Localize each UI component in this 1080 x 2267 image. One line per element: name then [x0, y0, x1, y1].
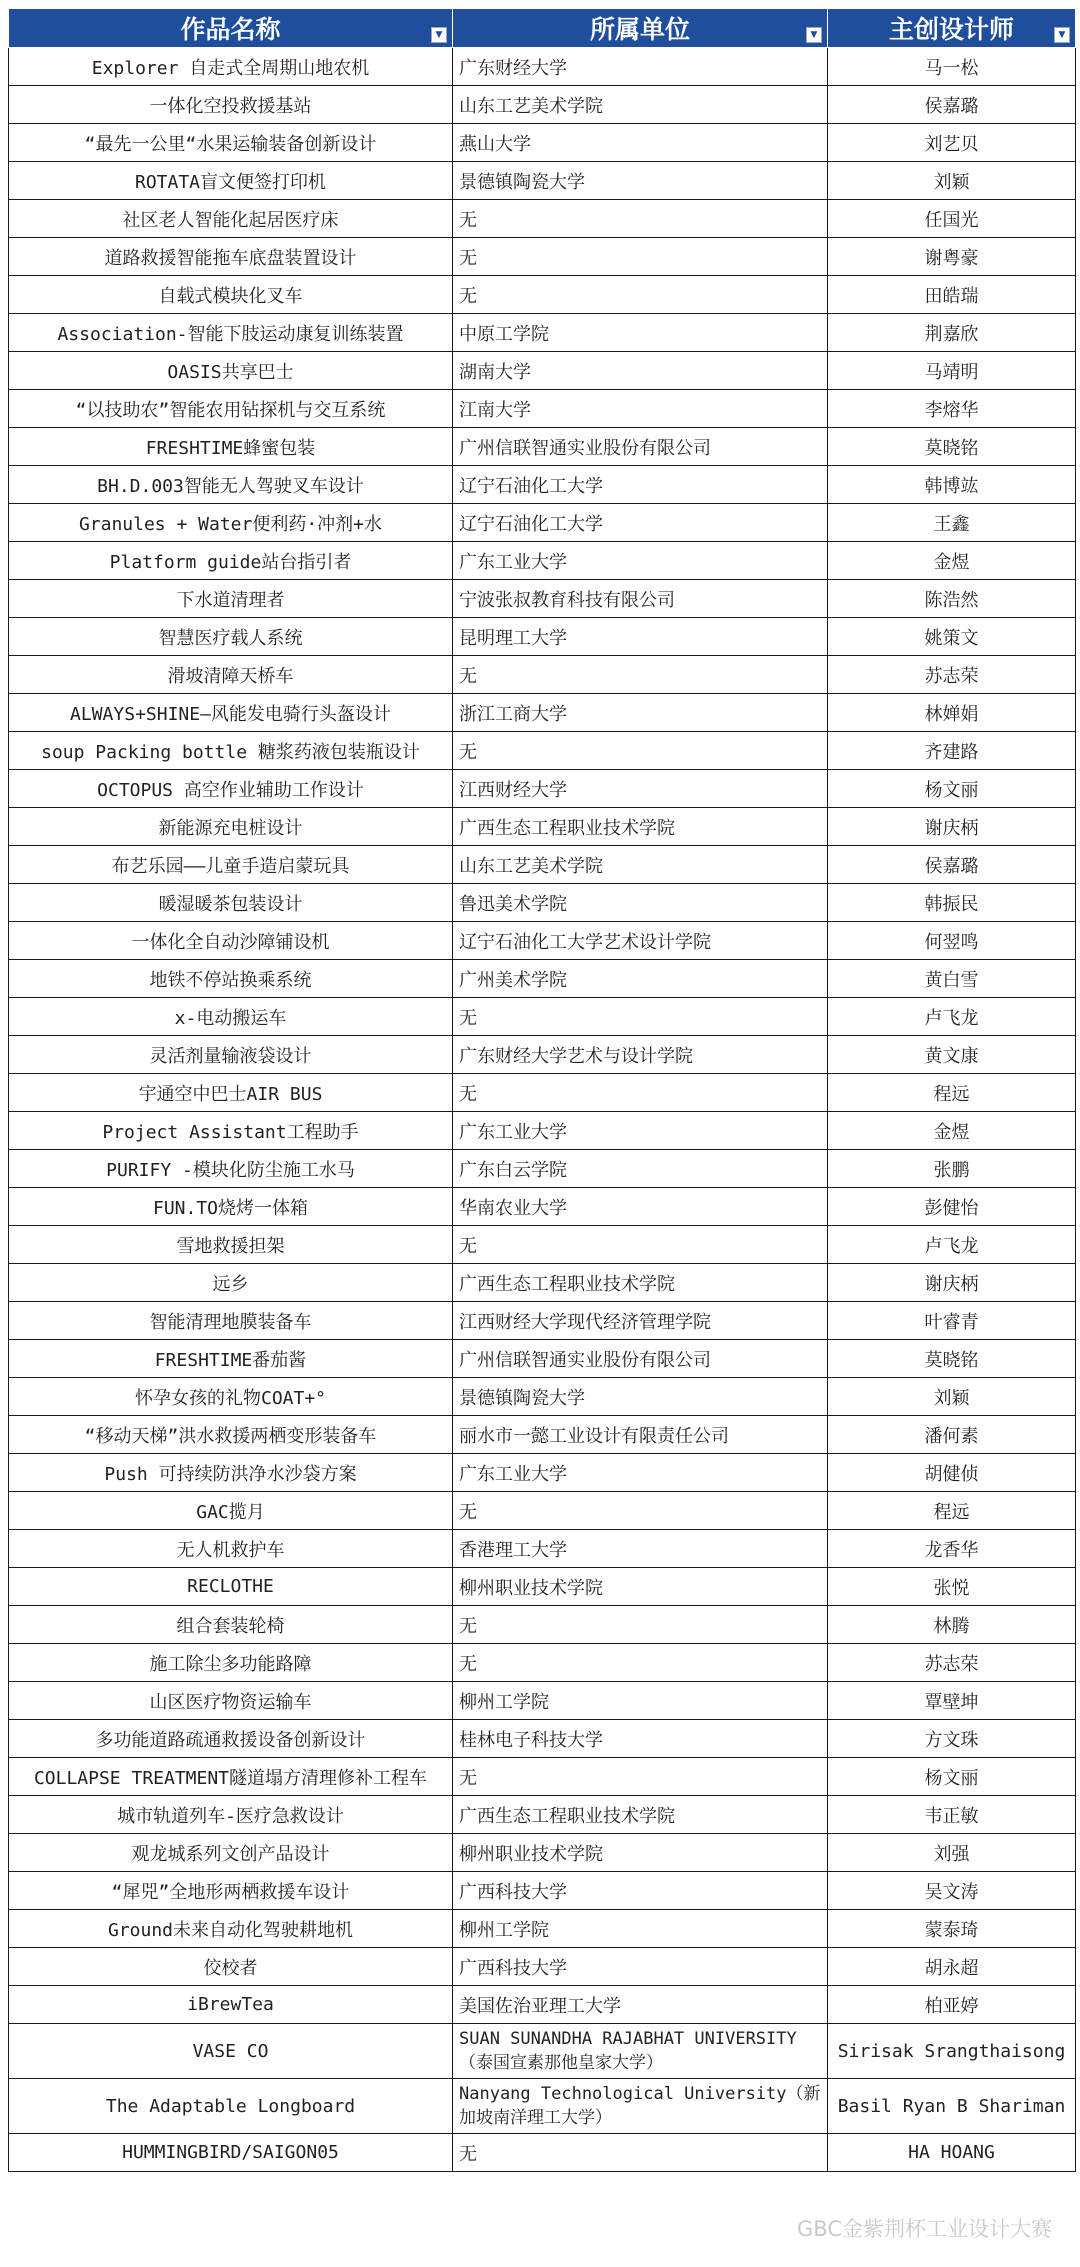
- table-row: [9, 732, 1076, 770]
- cell-name[interactable]: “最先一公里“水果运输装备创新设计: [9, 124, 453, 162]
- cell-name[interactable]: soup Packing bottle 糖浆药液包装瓶设计: [9, 732, 453, 770]
- column-header-name: [9, 9, 453, 48]
- cell-designer[interactable]: 刘艺贝: [828, 124, 1076, 162]
- table-row: [9, 1606, 1076, 1644]
- cell-unit[interactable]: 无: [453, 1226, 828, 1264]
- cell-unit[interactable]: 丽水市一懿工业设计有限责任公司: [453, 1416, 828, 1454]
- table-row: [9, 1948, 1076, 1986]
- cell-name[interactable]: 一体化空投救援基站: [9, 86, 453, 124]
- table-row: [9, 504, 1076, 542]
- cell-name[interactable]: Association-智能下肢运动康复训练装置: [9, 314, 453, 352]
- table-row: [9, 238, 1076, 276]
- entries-table: [8, 8, 1076, 2172]
- table-row: [9, 808, 1076, 846]
- cell-unit[interactable]: 广州美术学院: [453, 960, 828, 998]
- cell-designer[interactable]: 黄文康: [828, 1036, 1076, 1074]
- cell-designer[interactable]: 韦正敏: [828, 1796, 1076, 1834]
- cell-designer[interactable]: 苏志荣: [828, 1644, 1076, 1682]
- cell-name[interactable]: OCTOPUS 高空作业辅助工作设计: [9, 770, 453, 808]
- cell-designer[interactable]: Sirisak Srangthaisong: [828, 2024, 1076, 2079]
- cell-name[interactable]: PURIFY -模块化防尘施工水马: [9, 1150, 453, 1188]
- table-row: [9, 1910, 1076, 1948]
- table-row: [9, 1036, 1076, 1074]
- cell-designer[interactable]: 胡永超: [828, 1948, 1076, 1986]
- cell-unit[interactable]: 柳州工学院: [453, 1910, 828, 1948]
- cell-unit[interactable]: 美国佐治亚理工大学: [453, 1986, 828, 2024]
- cell-designer[interactable]: 谢粤豪: [828, 238, 1076, 276]
- table-row: [9, 314, 1076, 352]
- table-row: [9, 1872, 1076, 1910]
- cell-designer[interactable]: 谢庆柄: [828, 1264, 1076, 1302]
- cell-unit[interactable]: 无: [453, 1606, 828, 1644]
- table-row: [9, 162, 1076, 200]
- table-row: [9, 1378, 1076, 1416]
- header-row: [9, 9, 1076, 48]
- table-row: [9, 2134, 1076, 2172]
- cell-designer[interactable]: 苏志荣: [828, 656, 1076, 694]
- cell-designer[interactable]: 韩博竑: [828, 466, 1076, 504]
- cell-unit[interactable]: 中原工学院: [453, 314, 828, 352]
- cell-name[interactable]: 自载式模块化叉车: [9, 276, 453, 314]
- table-row: [9, 1758, 1076, 1796]
- cell-unit[interactable]: 景德镇陶瓷大学: [453, 1378, 828, 1416]
- table-row: [9, 1416, 1076, 1454]
- cell-unit[interactable]: 华南农业大学: [453, 1188, 828, 1226]
- table-row: [9, 770, 1076, 808]
- table-row: [9, 922, 1076, 960]
- cell-name[interactable]: 灵活剂量输液袋设计: [9, 1036, 453, 1074]
- cell-unit[interactable]: 无: [453, 238, 828, 276]
- cell-unit[interactable]: 柳州职业技术学院: [453, 1568, 828, 1606]
- column-header-designer: [828, 9, 1076, 48]
- cell-name[interactable]: “移动天梯”洪水救援两栖变形装备车: [9, 1416, 453, 1454]
- cell-name[interactable]: 观龙城系列文创产品设计: [9, 1834, 453, 1872]
- cell-unit[interactable]: SUAN SUNANDHA RAJABHAT UNIVERSITY（泰国宣素那他皇家大学）: [453, 2024, 828, 2079]
- table-row: [9, 1454, 1076, 1492]
- cell-designer[interactable]: 杨文丽: [828, 770, 1076, 808]
- table-row: [9, 1264, 1076, 1302]
- table-row: [9, 352, 1076, 390]
- table-row: [9, 1644, 1076, 1682]
- cell-name[interactable]: 新能源充电桩设计: [9, 808, 453, 846]
- cell-designer[interactable]: 龙香华: [828, 1530, 1076, 1568]
- cell-name[interactable]: RECLOTHE: [9, 1568, 453, 1606]
- cell-designer[interactable]: 刘颖: [828, 162, 1076, 200]
- cell-name[interactable]: BH.D.003智能无人驾驶叉车设计: [9, 466, 453, 504]
- cell-designer[interactable]: 潘何素: [828, 1416, 1076, 1454]
- cell-designer[interactable]: 柏亚婷: [828, 1986, 1076, 2024]
- table-row: [9, 466, 1076, 504]
- table-row: [9, 998, 1076, 1036]
- cell-designer[interactable]: HA HOANG: [828, 2134, 1076, 2172]
- cell-name[interactable]: 智慧医疗载人系统: [9, 618, 453, 656]
- cell-name[interactable]: ROTATA盲文便签打印机: [9, 162, 453, 200]
- cell-designer[interactable]: 胡健侦: [828, 1454, 1076, 1492]
- table-row: [9, 884, 1076, 922]
- cell-name[interactable]: COLLAPSE TREATMENT隧道塌方清理修补工程车: [9, 1758, 453, 1796]
- table-row: [9, 1530, 1076, 1568]
- cell-name[interactable]: 宇通空中巴士AIR BUS: [9, 1074, 453, 1112]
- cell-designer[interactable]: 马一松: [828, 48, 1076, 86]
- cell-unit[interactable]: 辽宁石油化工大学艺术设计学院: [453, 922, 828, 960]
- cell-name[interactable]: 下水道清理者: [9, 580, 453, 618]
- cell-unit[interactable]: 湖南大学: [453, 352, 828, 390]
- table-row: [9, 1682, 1076, 1720]
- table-row: [9, 1302, 1076, 1340]
- cell-name[interactable]: “犀兕”全地形两栖救援车设计: [9, 1872, 453, 1910]
- cell-designer[interactable]: 何翌鸣: [828, 922, 1076, 960]
- cell-designer[interactable]: 吴文涛: [828, 1872, 1076, 1910]
- cell-name[interactable]: x-电动搬运车: [9, 998, 453, 1036]
- cell-unit[interactable]: 无: [453, 276, 828, 314]
- cell-unit[interactable]: 广东工业大学: [453, 542, 828, 580]
- cell-unit[interactable]: 广州信联智通实业股份有限公司: [453, 428, 828, 466]
- cell-designer[interactable]: 蒙泰琦: [828, 1910, 1076, 1948]
- cell-unit[interactable]: 桂林电子科技大学: [453, 1720, 828, 1758]
- cell-unit[interactable]: 景德镇陶瓷大学: [453, 162, 828, 200]
- table-row: [9, 1226, 1076, 1264]
- cell-name[interactable]: 组合套装轮椅: [9, 1606, 453, 1644]
- table-row: [9, 2079, 1076, 2134]
- cell-unit[interactable]: 无: [453, 998, 828, 1036]
- table-row: [9, 656, 1076, 694]
- cell-unit[interactable]: 辽宁石油化工大学: [453, 466, 828, 504]
- table-row: [9, 200, 1076, 238]
- cell-name[interactable]: Granules + Water便利药·冲剂+水: [9, 504, 453, 542]
- table-row: [9, 124, 1076, 162]
- table-row: [9, 1834, 1076, 1872]
- cell-unit[interactable]: 山东工艺美术学院: [453, 846, 828, 884]
- cell-designer[interactable]: 张鹏: [828, 1150, 1076, 1188]
- cell-name[interactable]: 滑坡清障天桥车: [9, 656, 453, 694]
- cell-name[interactable]: FRESHTIME蜂蜜包装: [9, 428, 453, 466]
- cell-unit[interactable]: 鲁迅美术学院: [453, 884, 828, 922]
- cell-designer[interactable]: 陈浩然: [828, 580, 1076, 618]
- cell-designer[interactable]: 马靖明: [828, 352, 1076, 390]
- cell-name[interactable]: 暖湿暖茶包装设计: [9, 884, 453, 922]
- column-header-unit: [453, 9, 828, 48]
- cell-name[interactable]: 山区医疗物资运输车: [9, 1682, 453, 1720]
- cell-designer[interactable]: 李熔华: [828, 390, 1076, 428]
- cell-unit[interactable]: 江南大学: [453, 390, 828, 428]
- cell-unit[interactable]: 无: [453, 1492, 828, 1530]
- cell-unit[interactable]: 柳州工学院: [453, 1682, 828, 1720]
- cell-name[interactable]: 布艺乐园——儿童手造启蒙玩具: [9, 846, 453, 884]
- cell-designer[interactable]: 荆嘉欣: [828, 314, 1076, 352]
- cell-name[interactable]: 社区老人智能化起居医疗床: [9, 200, 453, 238]
- cell-designer[interactable]: Basil Ryan B Shariman: [828, 2079, 1076, 2134]
- cell-name[interactable]: GAC揽月: [9, 1492, 453, 1530]
- cell-name[interactable]: HUMMINGBIRD/SAIGON05: [9, 2134, 453, 2172]
- cell-unit[interactable]: 广州信联智通实业股份有限公司: [453, 1340, 828, 1378]
- cell-name[interactable]: iBrewTea: [9, 1986, 453, 2024]
- cell-designer[interactable]: 莫晓铭: [828, 1340, 1076, 1378]
- table-row: [9, 618, 1076, 656]
- cell-unit[interactable]: 广西生态工程职业技术学院: [453, 1796, 828, 1834]
- cell-name[interactable]: “以技助农”智能农用钻探机与交互系统: [9, 390, 453, 428]
- cell-unit[interactable]: 江西财经大学: [453, 770, 828, 808]
- table-row: [9, 390, 1076, 428]
- cell-name[interactable]: 佼校者: [9, 1948, 453, 1986]
- cell-designer[interactable]: 金煜: [828, 542, 1076, 580]
- cell-unit[interactable]: 广东工业大学: [453, 1454, 828, 1492]
- cell-name[interactable]: 多功能道路疏通救援设备创新设计: [9, 1720, 453, 1758]
- cell-name[interactable]: Push 可持续防洪净水沙袋方案: [9, 1454, 453, 1492]
- cell-designer[interactable]: 张悦: [828, 1568, 1076, 1606]
- cell-name[interactable]: OASIS共享巴士: [9, 352, 453, 390]
- cell-unit[interactable]: 广东财经大学艺术与设计学院: [453, 1036, 828, 1074]
- cell-name[interactable]: ALWAYS+SHINE—风能发电骑行头盔设计: [9, 694, 453, 732]
- cell-unit[interactable]: 广西生态工程职业技术学院: [453, 1264, 828, 1302]
- cell-unit[interactable]: 广西科技大学: [453, 1872, 828, 1910]
- cell-unit[interactable]: 广东财经大学: [453, 48, 828, 86]
- cell-designer[interactable]: 彭健怡: [828, 1188, 1076, 1226]
- table-row: [9, 1150, 1076, 1188]
- table-row: [9, 276, 1076, 314]
- column-header-unit-label: 所属单位: [589, 15, 690, 44]
- cell-designer[interactable]: 王鑫: [828, 504, 1076, 542]
- cell-name[interactable]: Project Assistant工程助手: [9, 1112, 453, 1150]
- table-row: [9, 846, 1076, 884]
- cell-designer[interactable]: 刘颖: [828, 1378, 1076, 1416]
- cell-designer[interactable]: 姚策文: [828, 618, 1076, 656]
- table-row: [9, 86, 1076, 124]
- table-row: [9, 1720, 1076, 1758]
- table-row: [9, 1188, 1076, 1226]
- cell-name[interactable]: FUN.TO烧烤一体箱: [9, 1188, 453, 1226]
- cell-name[interactable]: 怀孕女孩的礼物COAT+°: [9, 1378, 453, 1416]
- cell-designer[interactable]: 林腾: [828, 1606, 1076, 1644]
- cell-unit[interactable]: 无: [453, 656, 828, 694]
- cell-designer[interactable]: 叶睿青: [828, 1302, 1076, 1340]
- cell-name[interactable]: 远乡: [9, 1264, 453, 1302]
- cell-unit[interactable]: 无: [453, 1644, 828, 1682]
- column-header-designer-label: 主创设计师: [888, 15, 1014, 44]
- cell-unit[interactable]: 无: [453, 732, 828, 770]
- cell-name[interactable]: 道路救援智能拖车底盘装置设计: [9, 238, 453, 276]
- cell-unit[interactable]: 无: [453, 1074, 828, 1112]
- cell-name[interactable]: 施工除尘多功能路障: [9, 1644, 453, 1682]
- cell-name[interactable]: 地铁不停站换乘系统: [9, 960, 453, 998]
- table-row: [9, 428, 1076, 466]
- filter-dropdown-icon[interactable]: ▼: [431, 27, 447, 43]
- cell-name[interactable]: Platform guide站台指引者: [9, 542, 453, 580]
- cell-designer[interactable]: 卢飞龙: [828, 1226, 1076, 1264]
- cell-name[interactable]: 雪地救援担架: [9, 1226, 453, 1264]
- cell-unit[interactable]: 辽宁石油化工大学: [453, 504, 828, 542]
- table-row: [9, 694, 1076, 732]
- cell-designer[interactable]: 程远: [828, 1074, 1076, 1112]
- cell-designer[interactable]: 林婵娟: [828, 694, 1076, 732]
- cell-unit[interactable]: 柳州职业技术学院: [453, 1834, 828, 1872]
- cell-name[interactable]: The Adaptable Longboard: [9, 2079, 453, 2134]
- table-row: [9, 1492, 1076, 1530]
- cell-unit[interactable]: Nanyang Technological University（新加坡南洋理工大学）: [453, 2079, 828, 2134]
- cell-designer[interactable]: 任国光: [828, 200, 1076, 238]
- cell-designer[interactable]: 齐建路: [828, 732, 1076, 770]
- cell-unit[interactable]: 无: [453, 1758, 828, 1796]
- cell-unit[interactable]: 广东工业大学: [453, 1112, 828, 1150]
- cell-designer[interactable]: 程远: [828, 1492, 1076, 1530]
- table-row: [9, 48, 1076, 86]
- cell-unit[interactable]: 燕山大学: [453, 124, 828, 162]
- cell-designer[interactable]: 侯嘉璐: [828, 846, 1076, 884]
- spreadsheet: [8, 8, 1075, 2172]
- table-row: [9, 1340, 1076, 1378]
- table-row: [9, 1796, 1076, 1834]
- cell-name[interactable]: 城市轨道列车-医疗急救设计: [9, 1796, 453, 1834]
- column-header-name-label: 作品名称: [180, 15, 281, 44]
- table-row: [9, 2024, 1076, 2079]
- cell-name[interactable]: VASE CO: [9, 2024, 453, 2079]
- cell-unit[interactable]: 无: [453, 200, 828, 238]
- cell-unit[interactable]: 浙江工商大学: [453, 694, 828, 732]
- cell-designer[interactable]: 方文珠: [828, 1720, 1076, 1758]
- cell-unit[interactable]: 广西生态工程职业技术学院: [453, 808, 828, 846]
- cell-name[interactable]: 智能清理地膜装备车: [9, 1302, 453, 1340]
- filter-dropdown-icon[interactable]: ▼: [806, 27, 822, 43]
- cell-unit[interactable]: 香港理工大学: [453, 1530, 828, 1568]
- filter-dropdown-icon[interactable]: ▼: [1054, 27, 1070, 43]
- table-row: [9, 960, 1076, 998]
- watermark: GBC金紫荆杯工业设计大赛: [797, 2217, 1052, 2241]
- cell-unit[interactable]: 广东白云学院: [453, 1150, 828, 1188]
- cell-name[interactable]: FRESHTIME番茄酱: [9, 1340, 453, 1378]
- table-row: [9, 1074, 1076, 1112]
- cell-designer[interactable]: 田皓瑞: [828, 276, 1076, 314]
- cell-name[interactable]: Ground未来自动化驾驶耕地机: [9, 1910, 453, 1948]
- cell-unit[interactable]: 江西财经大学现代经济管理学院: [453, 1302, 828, 1340]
- cell-designer[interactable]: 侯嘉璐: [828, 86, 1076, 124]
- cell-name[interactable]: 一体化全自动沙障铺设机: [9, 922, 453, 960]
- cell-designer[interactable]: 黄白雪: [828, 960, 1076, 998]
- cell-unit[interactable]: 无: [453, 2134, 828, 2172]
- table-row: [9, 1986, 1076, 2024]
- cell-unit[interactable]: 广西科技大学: [453, 1948, 828, 1986]
- cell-designer[interactable]: 刘强: [828, 1834, 1076, 1872]
- cell-unit[interactable]: 宁波张叔教育科技有限公司: [453, 580, 828, 618]
- cell-name[interactable]: 无人机救护车: [9, 1530, 453, 1568]
- cell-designer[interactable]: 莫晓铭: [828, 428, 1076, 466]
- cell-designer[interactable]: 金煜: [828, 1112, 1076, 1150]
- cell-name[interactable]: Explorer 自走式全周期山地农机: [9, 48, 453, 86]
- table-row: [9, 580, 1076, 618]
- cell-designer[interactable]: 覃壁坤: [828, 1682, 1076, 1720]
- cell-designer[interactable]: 杨文丽: [828, 1758, 1076, 1796]
- table-row: [9, 1112, 1076, 1150]
- cell-designer[interactable]: 卢飞龙: [828, 998, 1076, 1036]
- cell-designer[interactable]: 韩振民: [828, 884, 1076, 922]
- cell-designer[interactable]: 谢庆柄: [828, 808, 1076, 846]
- cell-unit[interactable]: 昆明理工大学: [453, 618, 828, 656]
- table-row: [9, 1568, 1076, 1606]
- cell-unit[interactable]: 山东工艺美术学院: [453, 86, 828, 124]
- table-row: [9, 542, 1076, 580]
